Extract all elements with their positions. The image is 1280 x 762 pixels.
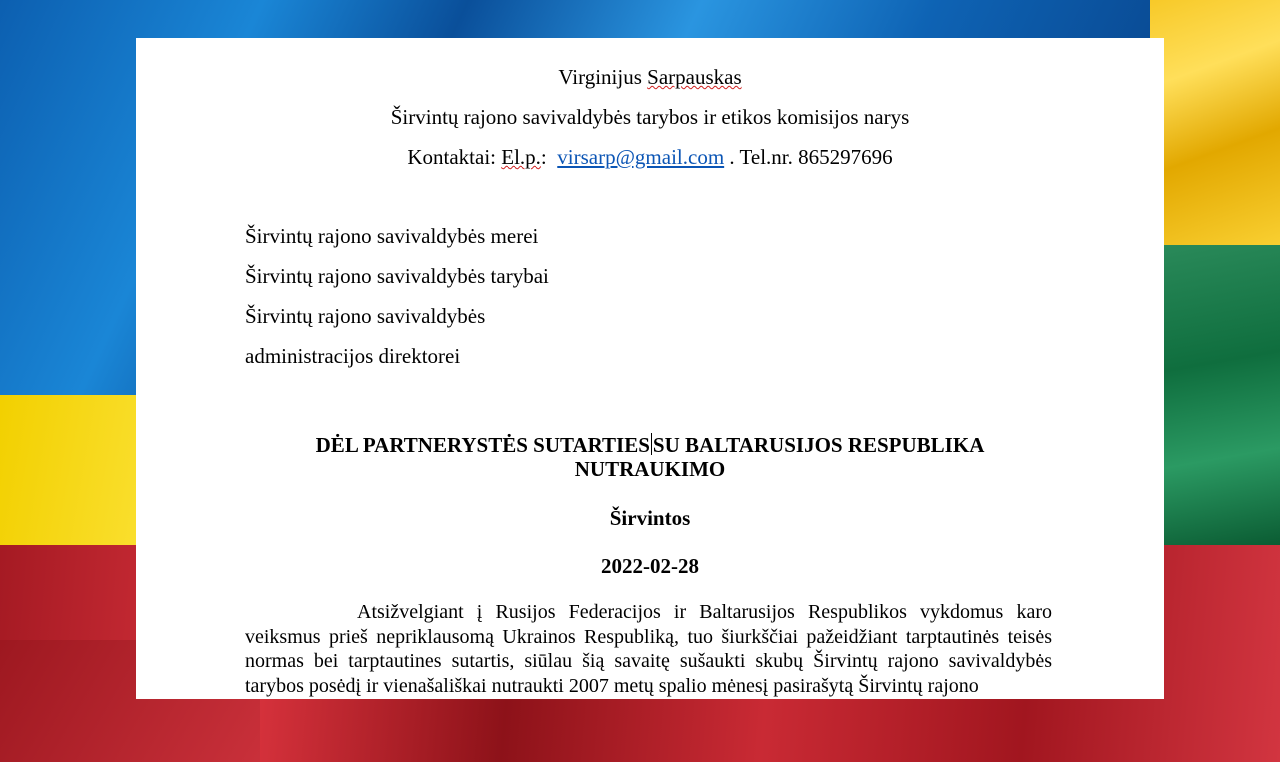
document-title — [136, 433, 1164, 481]
recipient-line: Širvintų rajono savivaldybės merei — [245, 224, 539, 248]
author-first-name: Virginijus — [558, 65, 642, 89]
body-paragraph: Atsižvelgiant į Rusijos Federacijos ir Baltarusijos Respublikos vykdomus karo veiksmus prieš nepriklausomą Ukrainos Respubliką, tuo šiurkščiai pažeidžiant tarptautinės teisės normas bei tarptautines sutartis, siūlau šią savaitę sušaukti skubų Širvintų rajono savivaldybės tarybos posėdį ir vienašališkai nutraukti 2007 metų spalio mėnesį pasirašytą Širvintų rajono — [245, 601, 1052, 697]
text-cursor — [651, 433, 652, 455]
email-label: El.p. — [501, 145, 541, 169]
author-last-name: Sarpauskas — [647, 65, 742, 89]
title-line-2: NUTRAUKIMO — [574, 457, 726, 481]
recipient-line: Širvintų rajono savivaldybės tarybai — [245, 264, 549, 288]
document-place: Širvintos — [609, 506, 691, 530]
contacts-line: Kontaktai: El.p.: virsarp@gmail.com . Tel.nr. 865297696 — [407, 145, 893, 169]
author-position: Širvintų rajono savivaldybės tarybos ir etikos komisijos narys — [390, 105, 910, 129]
lithuania-flag-yellow — [1150, 0, 1280, 245]
recipient-line: Širvintų rajono savivaldybės — [245, 304, 486, 328]
contacts-label: Kontaktai: — [407, 145, 496, 169]
phone-number: . Tel.nr. 865297696 — [729, 145, 893, 169]
lithuania-flag-green — [1150, 245, 1280, 545]
document-page — [136, 38, 1164, 699]
title-part-2: SU BALTARUSIJOS RESPUBLIKA — [652, 433, 985, 457]
author-name — [136, 64, 1164, 90]
document-date: 2022-02-28 — [601, 554, 699, 578]
email-link[interactable]: virsarp@gmail.com — [557, 145, 725, 169]
title-part-1: DĖL PARTNERYSTĖS SUTARTIES — [315, 433, 650, 457]
recipient-line: administracijos direktorei — [245, 344, 461, 368]
